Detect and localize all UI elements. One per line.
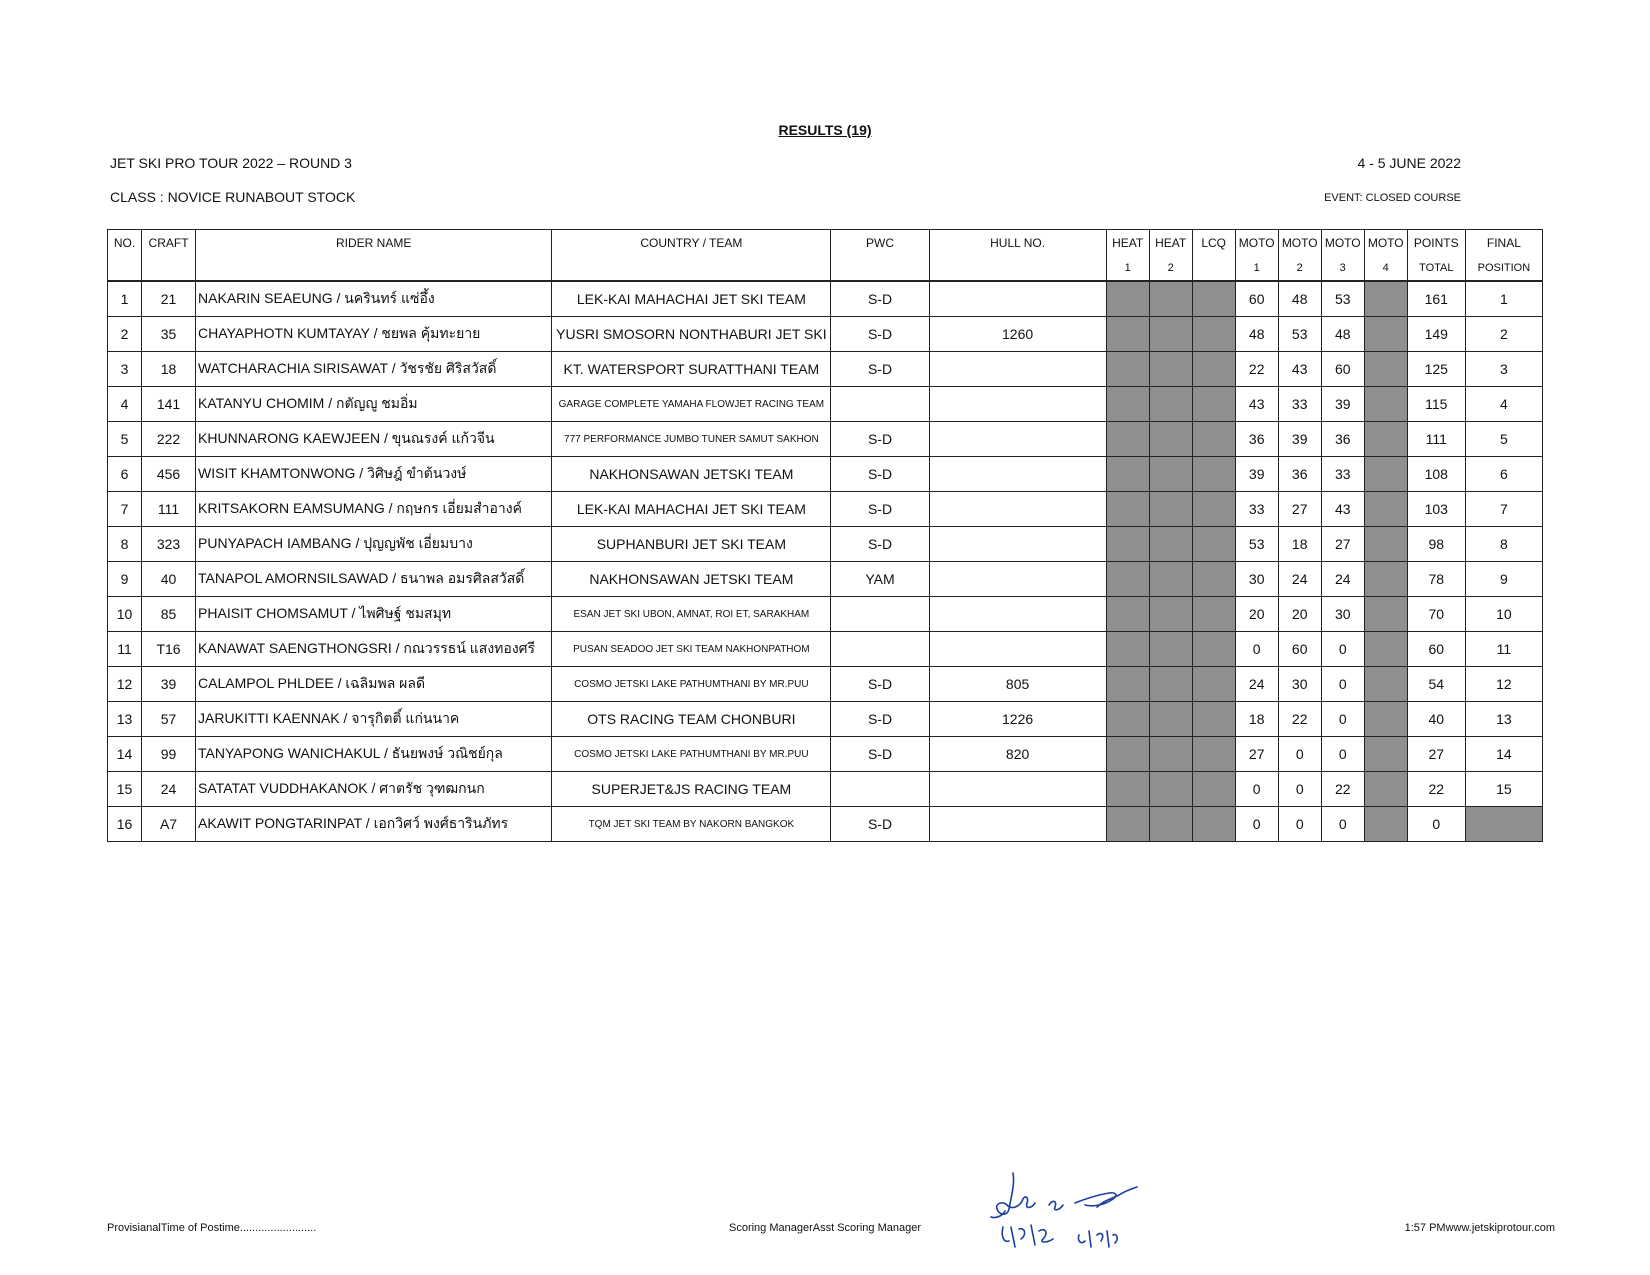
cell-no: 6 bbox=[108, 457, 142, 492]
cell-hull: 805 bbox=[929, 667, 1106, 702]
cell-team: KT. WATERSPORT SURATTHANI TEAM bbox=[552, 352, 831, 387]
cell-no: 14 bbox=[108, 737, 142, 772]
col-team: COUNTRY / TEAM bbox=[552, 230, 831, 282]
cell-rider: TANAPOL AMORNSILSAWAD / ธนาพล อมรศิลสวัสดิ์ bbox=[196, 562, 552, 597]
cell-no: 9 bbox=[108, 562, 142, 597]
cell-craft: 141 bbox=[142, 387, 196, 422]
cell-moto3: 36 bbox=[1321, 422, 1364, 457]
table-row bbox=[108, 317, 1543, 352]
cell-team: COSMO JETSKI LAKE PATHUMTHANI BY MR.PUU bbox=[552, 667, 831, 702]
cell-rider: SATATAT VUDDHAKANOK / ศาตรัช วุฑฒกนก bbox=[196, 772, 552, 807]
cell-final-position: 5 bbox=[1465, 422, 1542, 457]
cell-craft: 323 bbox=[142, 527, 196, 562]
cell-heat2 bbox=[1149, 597, 1192, 632]
cell-moto1: 27 bbox=[1235, 737, 1278, 772]
cell-points-total: 149 bbox=[1407, 317, 1465, 352]
cell-moto4 bbox=[1364, 737, 1407, 772]
cell-heat1 bbox=[1106, 281, 1149, 317]
cell-team: SUPERJET&JS RACING TEAM bbox=[552, 772, 831, 807]
cell-hull bbox=[929, 387, 1106, 422]
cell-hull bbox=[929, 527, 1106, 562]
cell-lcq bbox=[1192, 667, 1235, 702]
cell-points-total: 98 bbox=[1407, 527, 1465, 562]
cell-heat1 bbox=[1106, 387, 1149, 422]
cell-final-position bbox=[1465, 807, 1542, 842]
col-heat1: HEAT bbox=[1106, 230, 1149, 256]
table-row bbox=[108, 422, 1543, 457]
cell-lcq bbox=[1192, 352, 1235, 387]
cell-heat2 bbox=[1149, 492, 1192, 527]
cell-moto3: 0 bbox=[1321, 807, 1364, 842]
cell-craft: 40 bbox=[142, 562, 196, 597]
col-final: FINAL bbox=[1465, 230, 1542, 256]
cell-moto3: 43 bbox=[1321, 492, 1364, 527]
cell-points-total: 115 bbox=[1407, 387, 1465, 422]
cell-moto4 bbox=[1364, 702, 1407, 737]
cell-moto3: 0 bbox=[1321, 702, 1364, 737]
table-row bbox=[108, 562, 1543, 597]
cell-moto2: 20 bbox=[1278, 597, 1321, 632]
cell-moto3: 0 bbox=[1321, 737, 1364, 772]
cell-rider: JARUKITTI KAENNAK / จารุกิตติ์ แก่นนาค bbox=[196, 702, 552, 737]
cell-hull bbox=[929, 632, 1106, 667]
cell-moto3: 48 bbox=[1321, 317, 1364, 352]
cell-rider: PHAISIT CHOMSAMUT / ไพศิษฐ์ ชมสมุท bbox=[196, 597, 552, 632]
cell-lcq bbox=[1192, 527, 1235, 562]
cell-moto2: 24 bbox=[1278, 562, 1321, 597]
col-heat2-num: 2 bbox=[1149, 255, 1192, 281]
cell-pwc: S-D bbox=[831, 422, 929, 457]
col-moto2-num: 2 bbox=[1278, 255, 1321, 281]
cell-moto4 bbox=[1364, 457, 1407, 492]
cell-moto3: 0 bbox=[1321, 632, 1364, 667]
col-craft: CRAFT bbox=[142, 230, 196, 282]
col-no: NO. bbox=[108, 230, 142, 282]
cell-hull bbox=[929, 597, 1106, 632]
cell-pwc: S-D bbox=[831, 807, 929, 842]
cell-heat1 bbox=[1106, 422, 1149, 457]
cell-heat2 bbox=[1149, 281, 1192, 317]
cell-hull: 820 bbox=[929, 737, 1106, 772]
table-row bbox=[108, 352, 1543, 387]
cell-heat1 bbox=[1106, 492, 1149, 527]
col-moto1: MOTO bbox=[1235, 230, 1278, 256]
cell-points-total: 108 bbox=[1407, 457, 1465, 492]
cell-moto2: 43 bbox=[1278, 352, 1321, 387]
cell-points-total: 70 bbox=[1407, 597, 1465, 632]
cell-final-position: 9 bbox=[1465, 562, 1542, 597]
col-heat1-num: 1 bbox=[1106, 255, 1149, 281]
cell-moto1: 36 bbox=[1235, 422, 1278, 457]
cell-no: 4 bbox=[108, 387, 142, 422]
cell-heat1 bbox=[1106, 597, 1149, 632]
cell-lcq bbox=[1192, 281, 1235, 317]
col-moto3-num: 3 bbox=[1321, 255, 1364, 281]
table-row bbox=[108, 387, 1543, 422]
cell-moto2: 39 bbox=[1278, 422, 1321, 457]
event-type: EVENT: CLOSED COURSE bbox=[1324, 192, 1461, 204]
handwritten-signature bbox=[985, 1165, 1150, 1255]
cell-pwc: S-D bbox=[831, 281, 929, 317]
cell-no: 13 bbox=[108, 702, 142, 737]
cell-craft: 35 bbox=[142, 317, 196, 352]
cell-moto3: 22 bbox=[1321, 772, 1364, 807]
cell-moto3: 27 bbox=[1321, 527, 1364, 562]
cell-heat2 bbox=[1149, 702, 1192, 737]
cell-final-position: 4 bbox=[1465, 387, 1542, 422]
col-moto2: MOTO bbox=[1278, 230, 1321, 256]
cell-heat2 bbox=[1149, 317, 1192, 352]
cell-heat2 bbox=[1149, 387, 1192, 422]
cell-moto3: 60 bbox=[1321, 352, 1364, 387]
col-points: POINTS bbox=[1407, 230, 1465, 256]
scoring-manager-label: Scoring ManagerAsst Scoring Manager bbox=[729, 1222, 921, 1234]
cell-moto3: 0 bbox=[1321, 667, 1364, 702]
cell-team: YUSRI SMOSORN NONTHABURI JET SKI bbox=[552, 317, 831, 352]
col-points-total: TOTAL bbox=[1407, 255, 1465, 281]
table-row bbox=[108, 667, 1543, 702]
cell-lcq bbox=[1192, 422, 1235, 457]
cell-final-position: 11 bbox=[1465, 632, 1542, 667]
cell-moto2: 48 bbox=[1278, 281, 1321, 317]
document-title: RESULTS (19) bbox=[778, 122, 872, 138]
provisional-note: ProvisianalTime of Postime......................... bbox=[107, 1222, 317, 1234]
cell-final-position: 6 bbox=[1465, 457, 1542, 492]
cell-pwc bbox=[831, 772, 929, 807]
table-row bbox=[108, 281, 1543, 317]
cell-moto3: 30 bbox=[1321, 597, 1364, 632]
cell-moto1: 30 bbox=[1235, 562, 1278, 597]
cell-heat1 bbox=[1106, 562, 1149, 597]
table-row bbox=[108, 527, 1543, 562]
cell-team: ESAN JET SKI UBON, AMNAT, ROI ET, SARAKHAM bbox=[552, 597, 831, 632]
cell-craft: 39 bbox=[142, 667, 196, 702]
cell-team: SUPHANBURI JET SKI TEAM bbox=[552, 527, 831, 562]
cell-rider: WISIT KHAMTONWONG / วิศิษฎ์ ขำต้นวงษ์ bbox=[196, 457, 552, 492]
cell-final-position: 1 bbox=[1465, 281, 1542, 317]
cell-final-position: 2 bbox=[1465, 317, 1542, 352]
cell-craft: 24 bbox=[142, 772, 196, 807]
cell-points-total: 0 bbox=[1407, 807, 1465, 842]
cell-rider: KANAWAT SAENGTHONGSRI / กณวรรธน์ แสงทองศรี bbox=[196, 632, 552, 667]
cell-moto1: 0 bbox=[1235, 772, 1278, 807]
cell-hull: 1226 bbox=[929, 702, 1106, 737]
cell-craft: 222 bbox=[142, 422, 196, 457]
cell-moto3: 33 bbox=[1321, 457, 1364, 492]
cell-moto1: 0 bbox=[1235, 632, 1278, 667]
cell-points-total: 27 bbox=[1407, 737, 1465, 772]
cell-pwc bbox=[831, 597, 929, 632]
col-moto1-num: 1 bbox=[1235, 255, 1278, 281]
cell-moto1: 20 bbox=[1235, 597, 1278, 632]
cell-moto1: 0 bbox=[1235, 807, 1278, 842]
table-row bbox=[108, 807, 1543, 842]
cell-moto1: 24 bbox=[1235, 667, 1278, 702]
table-row bbox=[108, 492, 1543, 527]
cell-points-total: 78 bbox=[1407, 562, 1465, 597]
results-table bbox=[107, 229, 1543, 842]
table-row bbox=[108, 632, 1543, 667]
cell-craft: 21 bbox=[142, 281, 196, 317]
cell-pwc: S-D bbox=[831, 737, 929, 772]
cell-craft: 456 bbox=[142, 457, 196, 492]
cell-heat2 bbox=[1149, 632, 1192, 667]
cell-moto2: 0 bbox=[1278, 772, 1321, 807]
cell-pwc: S-D bbox=[831, 457, 929, 492]
cell-moto2: 22 bbox=[1278, 702, 1321, 737]
cell-pwc: S-D bbox=[831, 492, 929, 527]
cell-final-position: 13 bbox=[1465, 702, 1542, 737]
cell-moto2: 36 bbox=[1278, 457, 1321, 492]
cell-heat1 bbox=[1106, 667, 1149, 702]
cell-moto1: 22 bbox=[1235, 352, 1278, 387]
cell-team: 777 PERFORMANCE JUMBO TUNER SAMUT SAKHON bbox=[552, 422, 831, 457]
cell-heat1 bbox=[1106, 737, 1149, 772]
cell-heat1 bbox=[1106, 702, 1149, 737]
cell-hull bbox=[929, 807, 1106, 842]
cell-heat2 bbox=[1149, 422, 1192, 457]
cell-hull bbox=[929, 281, 1106, 317]
cell-lcq bbox=[1192, 807, 1235, 842]
cell-moto4 bbox=[1364, 317, 1407, 352]
table-header bbox=[108, 230, 1543, 282]
cell-pwc bbox=[831, 632, 929, 667]
cell-moto1: 33 bbox=[1235, 492, 1278, 527]
cell-team: PUSAN SEADOO JET SKI TEAM NAKHONPATHOM bbox=[552, 632, 831, 667]
cell-no: 10 bbox=[108, 597, 142, 632]
cell-no: 3 bbox=[108, 352, 142, 387]
col-hull: HULL NO. bbox=[929, 230, 1106, 282]
cell-hull bbox=[929, 492, 1106, 527]
cell-pwc: S-D bbox=[831, 352, 929, 387]
cell-heat1 bbox=[1106, 527, 1149, 562]
col-lcq-blank bbox=[1192, 255, 1235, 281]
cell-final-position: 7 bbox=[1465, 492, 1542, 527]
cell-moto1: 60 bbox=[1235, 281, 1278, 317]
cell-moto2: 18 bbox=[1278, 527, 1321, 562]
cell-moto1: 18 bbox=[1235, 702, 1278, 737]
cell-craft: A7 bbox=[142, 807, 196, 842]
cell-pwc: S-D bbox=[831, 527, 929, 562]
cell-team: OTS RACING TEAM CHONBURI bbox=[552, 702, 831, 737]
cell-craft: 111 bbox=[142, 492, 196, 527]
cell-heat2 bbox=[1149, 527, 1192, 562]
cell-heat2 bbox=[1149, 807, 1192, 842]
table-body bbox=[108, 281, 1543, 842]
cell-no: 2 bbox=[108, 317, 142, 352]
cell-moto4 bbox=[1364, 387, 1407, 422]
cell-heat1 bbox=[1106, 772, 1149, 807]
cell-team: TQM JET SKI TEAM BY NAKORN BANGKOK bbox=[552, 807, 831, 842]
cell-heat2 bbox=[1149, 457, 1192, 492]
cell-moto2: 60 bbox=[1278, 632, 1321, 667]
cell-no: 7 bbox=[108, 492, 142, 527]
cell-rider: AKAWIT PONGTARINPAT / เอกวิศว์ พงศ์ธารินภัทร bbox=[196, 807, 552, 842]
cell-craft: 85 bbox=[142, 597, 196, 632]
cell-rider: KRITSAKORN EAMSUMANG / กฤษกร เอี่ยมสำอางค์ bbox=[196, 492, 552, 527]
cell-moto1: 48 bbox=[1235, 317, 1278, 352]
cell-lcq bbox=[1192, 632, 1235, 667]
col-lcq: LCQ bbox=[1192, 230, 1235, 256]
cell-lcq bbox=[1192, 737, 1235, 772]
cell-moto2: 0 bbox=[1278, 737, 1321, 772]
cell-pwc bbox=[831, 387, 929, 422]
cell-hull bbox=[929, 457, 1106, 492]
cell-points-total: 40 bbox=[1407, 702, 1465, 737]
cell-moto3: 24 bbox=[1321, 562, 1364, 597]
cell-no: 16 bbox=[108, 807, 142, 842]
cell-no: 12 bbox=[108, 667, 142, 702]
cell-craft: 57 bbox=[142, 702, 196, 737]
table-row bbox=[108, 772, 1543, 807]
cell-rider: KATANYU CHOMIM / กตัญญู ชมอิ่ม bbox=[196, 387, 552, 422]
cell-hull: 1260 bbox=[929, 317, 1106, 352]
event-name: JET SKI PRO TOUR 2022 – ROUND 3 bbox=[110, 155, 352, 171]
cell-final-position: 12 bbox=[1465, 667, 1542, 702]
cell-hull bbox=[929, 562, 1106, 597]
col-moto4-num: 4 bbox=[1364, 255, 1407, 281]
cell-moto3: 53 bbox=[1321, 281, 1364, 317]
cell-final-position: 8 bbox=[1465, 527, 1542, 562]
cell-moto4 bbox=[1364, 667, 1407, 702]
cell-team: GARAGE COMPLETE YAMAHA FLOWJET RACING TEAM bbox=[552, 387, 831, 422]
cell-heat2 bbox=[1149, 562, 1192, 597]
cell-lcq bbox=[1192, 772, 1235, 807]
cell-final-position: 14 bbox=[1465, 737, 1542, 772]
cell-moto2: 30 bbox=[1278, 667, 1321, 702]
cell-moto4 bbox=[1364, 352, 1407, 387]
col-final-position: POSITION bbox=[1465, 255, 1542, 281]
cell-points-total: 54 bbox=[1407, 667, 1465, 702]
cell-heat1 bbox=[1106, 457, 1149, 492]
cell-hull bbox=[929, 772, 1106, 807]
cell-heat2 bbox=[1149, 737, 1192, 772]
cell-no: 11 bbox=[108, 632, 142, 667]
cell-final-position: 10 bbox=[1465, 597, 1542, 632]
cell-no: 5 bbox=[108, 422, 142, 457]
cell-final-position: 15 bbox=[1465, 772, 1542, 807]
event-date: 4 - 5 JUNE 2022 bbox=[1357, 155, 1461, 171]
table-row bbox=[108, 597, 1543, 632]
cell-heat2 bbox=[1149, 667, 1192, 702]
cell-moto4 bbox=[1364, 597, 1407, 632]
cell-pwc: S-D bbox=[831, 702, 929, 737]
cell-moto2: 53 bbox=[1278, 317, 1321, 352]
cell-moto4 bbox=[1364, 527, 1407, 562]
cell-points-total: 22 bbox=[1407, 772, 1465, 807]
cell-pwc: S-D bbox=[831, 667, 929, 702]
cell-lcq bbox=[1192, 702, 1235, 737]
cell-heat1 bbox=[1106, 807, 1149, 842]
cell-pwc: YAM bbox=[831, 562, 929, 597]
cell-moto2: 33 bbox=[1278, 387, 1321, 422]
cell-final-position: 3 bbox=[1465, 352, 1542, 387]
cell-moto1: 39 bbox=[1235, 457, 1278, 492]
website-footer: 1:57 PMwww.jetskiprotour.com bbox=[1404, 1222, 1555, 1234]
cell-rider: CHAYAPHOTN KUMTAYAY / ชยพล คุ้มทะยาย bbox=[196, 317, 552, 352]
col-rider: RIDER NAME bbox=[196, 230, 552, 282]
cell-craft: 99 bbox=[142, 737, 196, 772]
cell-hull bbox=[929, 352, 1106, 387]
cell-craft: T16 bbox=[142, 632, 196, 667]
cell-team: NAKHONSAWAN JETSKI TEAM bbox=[552, 562, 831, 597]
cell-moto1: 53 bbox=[1235, 527, 1278, 562]
class-name: CLASS : NOVICE RUNABOUT STOCK bbox=[110, 189, 356, 205]
cell-heat1 bbox=[1106, 352, 1149, 387]
cell-moto4 bbox=[1364, 562, 1407, 597]
cell-rider: PUNYAPACH IAMBANG / ปุญญพัช เอี่ยมบาง bbox=[196, 527, 552, 562]
cell-moto4 bbox=[1364, 492, 1407, 527]
cell-moto1: 43 bbox=[1235, 387, 1278, 422]
table-row bbox=[108, 702, 1543, 737]
cell-lcq bbox=[1192, 387, 1235, 422]
cell-heat1 bbox=[1106, 632, 1149, 667]
cell-points-total: 103 bbox=[1407, 492, 1465, 527]
table-row bbox=[108, 457, 1543, 492]
col-moto4: MOTO bbox=[1364, 230, 1407, 256]
cell-no: 15 bbox=[108, 772, 142, 807]
cell-heat2 bbox=[1149, 772, 1192, 807]
cell-lcq bbox=[1192, 597, 1235, 632]
table-row bbox=[108, 737, 1543, 772]
cell-moto2: 0 bbox=[1278, 807, 1321, 842]
cell-lcq bbox=[1192, 492, 1235, 527]
cell-lcq bbox=[1192, 457, 1235, 492]
cell-points-total: 161 bbox=[1407, 281, 1465, 317]
cell-team: NAKHONSAWAN JETSKI TEAM bbox=[552, 457, 831, 492]
col-pwc: PWC bbox=[831, 230, 929, 282]
col-heat2: HEAT bbox=[1149, 230, 1192, 256]
cell-moto3: 39 bbox=[1321, 387, 1364, 422]
cell-craft: 18 bbox=[142, 352, 196, 387]
cell-rider: CALAMPOL PHLDEE / เฉลิมพล ผลดี bbox=[196, 667, 552, 702]
cell-rider: NAKARIN SEAEUNG / นครินทร์ แซ่อึ้ง bbox=[196, 281, 552, 317]
cell-moto4 bbox=[1364, 422, 1407, 457]
cell-points-total: 111 bbox=[1407, 422, 1465, 457]
cell-hull bbox=[929, 422, 1106, 457]
cell-moto4 bbox=[1364, 281, 1407, 317]
cell-points-total: 60 bbox=[1407, 632, 1465, 667]
cell-rider: KHUNNARONG KAEWJEEN / ขุนณรงค์ แก้วจีน bbox=[196, 422, 552, 457]
cell-moto4 bbox=[1364, 632, 1407, 667]
cell-rider: TANYAPONG WANICHAKUL / ธันยพงษ์ วณิชย์กุล bbox=[196, 737, 552, 772]
cell-pwc: S-D bbox=[831, 317, 929, 352]
cell-no: 8 bbox=[108, 527, 142, 562]
col-moto3: MOTO bbox=[1321, 230, 1364, 256]
cell-lcq bbox=[1192, 562, 1235, 597]
cell-rider: WATCHARACHIA SIRISAWAT / วัชรชัย ศิริสวัสดิ์ bbox=[196, 352, 552, 387]
cell-lcq bbox=[1192, 317, 1235, 352]
cell-moto4 bbox=[1364, 807, 1407, 842]
cell-heat2 bbox=[1149, 352, 1192, 387]
cell-no: 1 bbox=[108, 281, 142, 317]
cell-points-total: 125 bbox=[1407, 352, 1465, 387]
cell-team: LEK-KAI MAHACHAI JET SKI TEAM bbox=[552, 492, 831, 527]
cell-heat1 bbox=[1106, 317, 1149, 352]
cell-team: COSMO JETSKI LAKE PATHUMTHANI BY MR.PUU bbox=[552, 737, 831, 772]
cell-moto4 bbox=[1364, 772, 1407, 807]
cell-team: LEK-KAI MAHACHAI JET SKI TEAM bbox=[552, 281, 831, 317]
cell-moto2: 27 bbox=[1278, 492, 1321, 527]
